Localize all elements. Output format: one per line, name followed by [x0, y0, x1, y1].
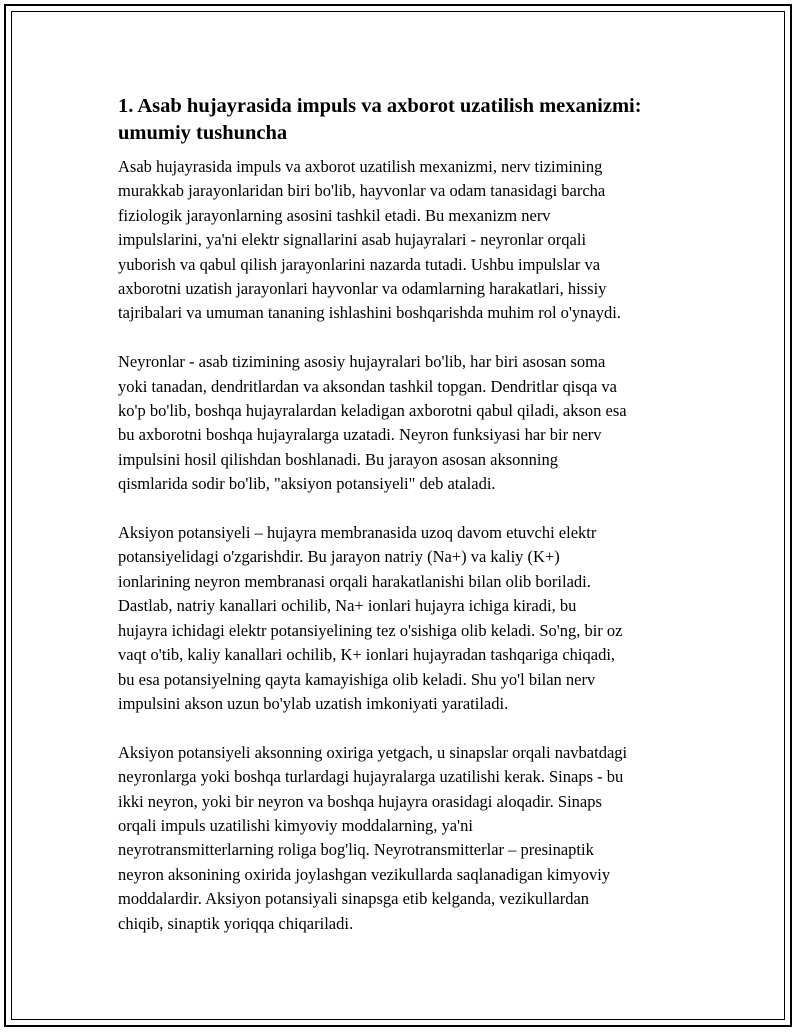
- paragraph-gap: [118, 326, 698, 350]
- text-line: Asab hujayrasida impuls va axborot uzatilish mexanizmi, nerv tizimining: [118, 157, 603, 176]
- paragraph-4: [118, 741, 698, 936]
- text-line: tajribalari va umuman tananing ishlashini boshqarishda muhim rol o'ynaydi.: [118, 303, 621, 323]
- paragraph-gap: [118, 716, 698, 740]
- text-line: bu esa potansiyelning qayta kamayishiga olib keladi. Shu yo'l bilan nerv: [118, 669, 596, 689]
- text-line: potansiyelidagi o'zgarishdir. Bu jarayon natriy (Na+) va kaliy (K+): [118, 547, 560, 567]
- text-line: axborotni uzatish jarayonlari hayvonlar va odamlarning harakatlari, hissiy: [118, 279, 607, 299]
- text-line: moddalardir. Aksiyon potansiyali sinapsga etib kelganda, vezikullardan: [118, 889, 590, 909]
- document-body: [118, 93, 698, 936]
- paragraph-2: [118, 350, 698, 496]
- text-line: Aksiyon potansiyeli aksonning oxiriga yetgach, u sinapslar orqali navbatdagi: [118, 742, 628, 762]
- text-line: yuborish va qabul qilish jarayonlarini nazarda tutadi. Ushbu impulslar va: [118, 254, 601, 274]
- text-line: ionlarining neyron membranasi orqali harakatlanishi bilan olib boriladi.: [118, 571, 591, 591]
- text-line: fiziologik jarayonlarning asosini tashkil etadi. Bu mexanizm nerv: [118, 205, 551, 225]
- text-line: vaqt o'tib, kaliy kanallari ochilib, K+ ionlari hujayradan tashqariga chiqadi,: [118, 645, 616, 665]
- text-line: impulsini hosil qilishdan boshlanadi. Bu jarayon asosan aksonning: [118, 449, 558, 469]
- text-line: Aksiyon potansiyeli – hujayra membranasida uzoq davom etuvchi elektr: [118, 523, 597, 543]
- text-line: ikki neyron, yoki bir neyron va boshqa hujayra orasidagi aloqadir. Sinaps: [118, 791, 602, 811]
- text-line: chiqib, sinaptik yoriqqa chiqariladi.: [118, 913, 354, 933]
- text-line: orqali impuls uzatilishi kimyoviy moddalarning, ya'ni: [118, 815, 473, 835]
- text-line: Neyronlar - asab tizimining asosiy hujayralari bo'lib, har biri asosan soma: [118, 352, 606, 372]
- text-line: yoki tanadan, dendritlardan va aksondan tashkil topgan. Dendritlar qisqa va: [118, 376, 617, 396]
- text-line: neyronlarga yoki boshqa turlardagi hujayralarga uzatilishi kerak. Sinaps - bu: [118, 767, 624, 787]
- text-line: impulsini akson uzun bo'ylab uzatish imkoniyati yaratiladi.: [118, 693, 509, 713]
- text-line: murakkab jarayonlaridan biri bo'lib, hayvonlar va odam tanasidagi barcha: [118, 181, 606, 201]
- text-line: qismlarida sodir bo'lib, "aksiyon potansiyeli" deb ataladi.: [118, 474, 496, 494]
- text-line: hujayra ichidagi elektr potansiyelining tez o'sishiga olib keladi. So'ng, bir oz: [118, 620, 623, 640]
- text-line: bu axborotni boshqa hujayralarga uzatadi. Neyron funksiyasi har bir nerv: [118, 425, 602, 445]
- text-line: ko'p bo'lib, boshqa hujayralardan keladigan axborotni qabul qiladi, akson esa: [118, 401, 627, 421]
- text-line: neyron aksonining oxirida joylashgan vezikullarda saqlanadigan kimyoviy: [118, 864, 611, 884]
- heading-line: umumiy tushuncha: [118, 122, 288, 144]
- text-line: neyrotransmitterlarning roliga bog'liq. Neyrotransmitterlar – presinaptik: [118, 840, 594, 860]
- text-line: impulslarini, ya'ni elektr signallarini asab hujayralari - neyronlar orqali: [118, 230, 587, 250]
- paragraph-gap: [118, 497, 698, 521]
- paragraph-1: [118, 155, 698, 326]
- text-line: Dastlab, natriy kanallari ochilib, Na+ ionlari hujayra ichiga kiradi, bu: [118, 596, 577, 616]
- section-heading: [118, 93, 698, 147]
- paragraph-3: [118, 521, 698, 716]
- heading-line: 1. Asab hujayrasida impuls va axborot uzatilish mexanizmi:: [118, 95, 642, 117]
